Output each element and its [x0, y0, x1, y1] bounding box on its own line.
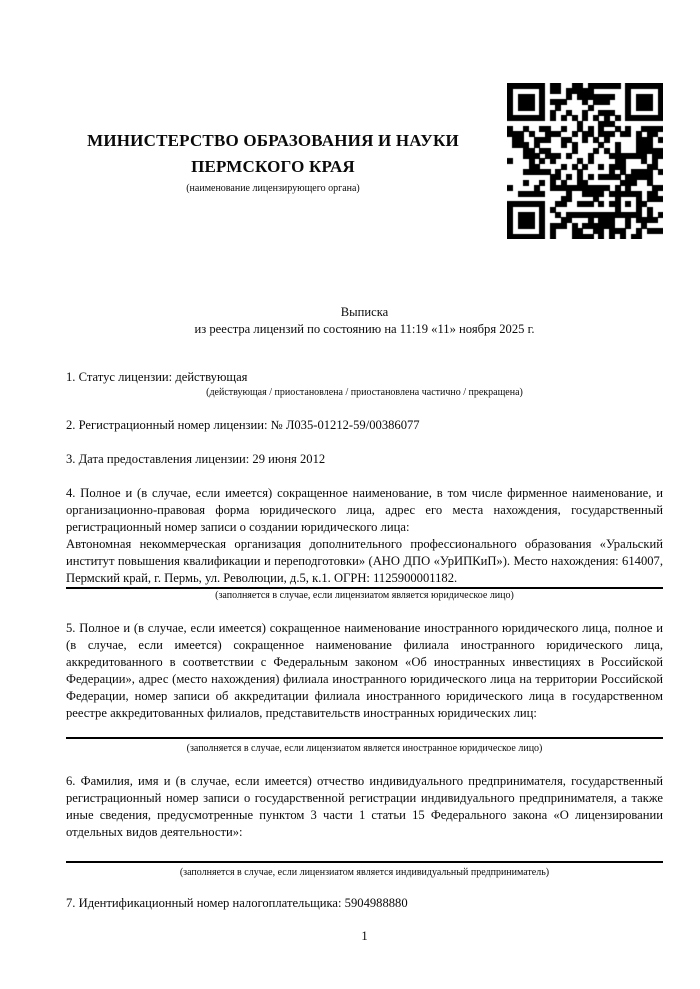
section-legal-entity — [66, 485, 663, 602]
ministry-name-line1: МИНИСТЕРСТВО ОБРАЗОВАНИЯ И НАУКИ — [87, 131, 459, 150]
section-license-status — [66, 369, 663, 399]
entrepreneur-label: 6. Фамилия, имя и (в случае, если имеется) отчество индивидуального предпринимателя, государственный регистрационный номер записи о государственной регистрации индивидуального предпринимателя, а также иные сведения, предусмотренные пунктом 3 части 1 статьи 15 Федерального закона «О лицензировании отдельных видов деятельности»: — [66, 774, 663, 839]
grant-date-text: 3. Дата предоставления лицензии: 29 июня 2012 — [66, 452, 326, 466]
authority-caption: (наименование лицензирующего органа) — [186, 183, 360, 194]
license-status-caption: (действующая / приостановлена / приостановлена частично / прекращена) — [206, 387, 523, 398]
document-title-line2: из реестра лицензий по состоянию на 11:19 «11» ноября 2025 г. — [194, 322, 535, 336]
document-title — [66, 304, 663, 338]
foreign-entity-label: 5. Полное и (в случае, если имеется) сокращенное наименование иностранного юридического лица, полное и (в случае, если имеется) сокращенное наименование филиала иностранного юридического лица, аккредитованного в соответствии с Федеральным законом «Об иностранных инвестициях в Российской Федерации», адрес (место нахождения) филиала иностранного юридического лица на территории Российской Федерации, номер записи об аккредитации филиала иностранного юридического лица в государственном реестре аккредитованных филиалов, представительств иностранных юридических лиц: — [66, 621, 663, 720]
legal-entity-block — [66, 485, 663, 589]
section-foreign-entity — [66, 620, 663, 755]
license-status-text: 1. Статус лицензии: действующая — [66, 370, 248, 384]
registration-number-text: 2. Регистрационный номер лицензии: № Л035-01212-59/00386077 — [66, 418, 420, 432]
legal-entity-value: Автономная некоммерческая организация дополнительного профессионального образования «Уральский институт повышения квалификации и переподготовки» (АНО ДПО «УрИПКиП»). Место нахождения: 614007, Пермский край, г. Пермь, ул. Революции, д.5, к.1. ОГРН: 1125900001182. — [66, 537, 663, 585]
document-title-line1: Выписка — [340, 305, 389, 319]
section-registration-number — [66, 417, 663, 434]
page-number: 1 — [361, 929, 368, 943]
taxpayer-id-text: 7. Идентификационный номер налогоплательщика: 5904988880 — [66, 896, 408, 910]
foreign-entity-caption: (заполняется в случае, если лицензиатом является иностранное юридическое лицо) — [186, 743, 543, 754]
entrepreneur-caption: (заполняется в случае, если лицензиатом является индивидуальный предприниматель) — [179, 867, 550, 878]
ministry-name-line2: ПЕРМСКОГО КРАЯ — [191, 157, 355, 176]
section-entrepreneur — [66, 773, 663, 879]
section-taxpayer-id — [66, 895, 663, 912]
entrepreneur-blank-line — [66, 861, 663, 863]
section-grant-date — [66, 451, 663, 468]
foreign-entity-blank-line — [66, 737, 663, 739]
legal-entity-caption: (заполняется в случае, если лицензиатом является юридическое лицо) — [215, 590, 514, 601]
document-body — [66, 0, 663, 989]
legal-entity-label: 4. Полное и (в случае, если имеется) сокращенное наименование, в том числе фирменное наименование, и организационно-правовая форма юридического лица, адрес его места нахождения, государственный регистрационный номер записи о создании юридического лица: — [66, 486, 663, 534]
